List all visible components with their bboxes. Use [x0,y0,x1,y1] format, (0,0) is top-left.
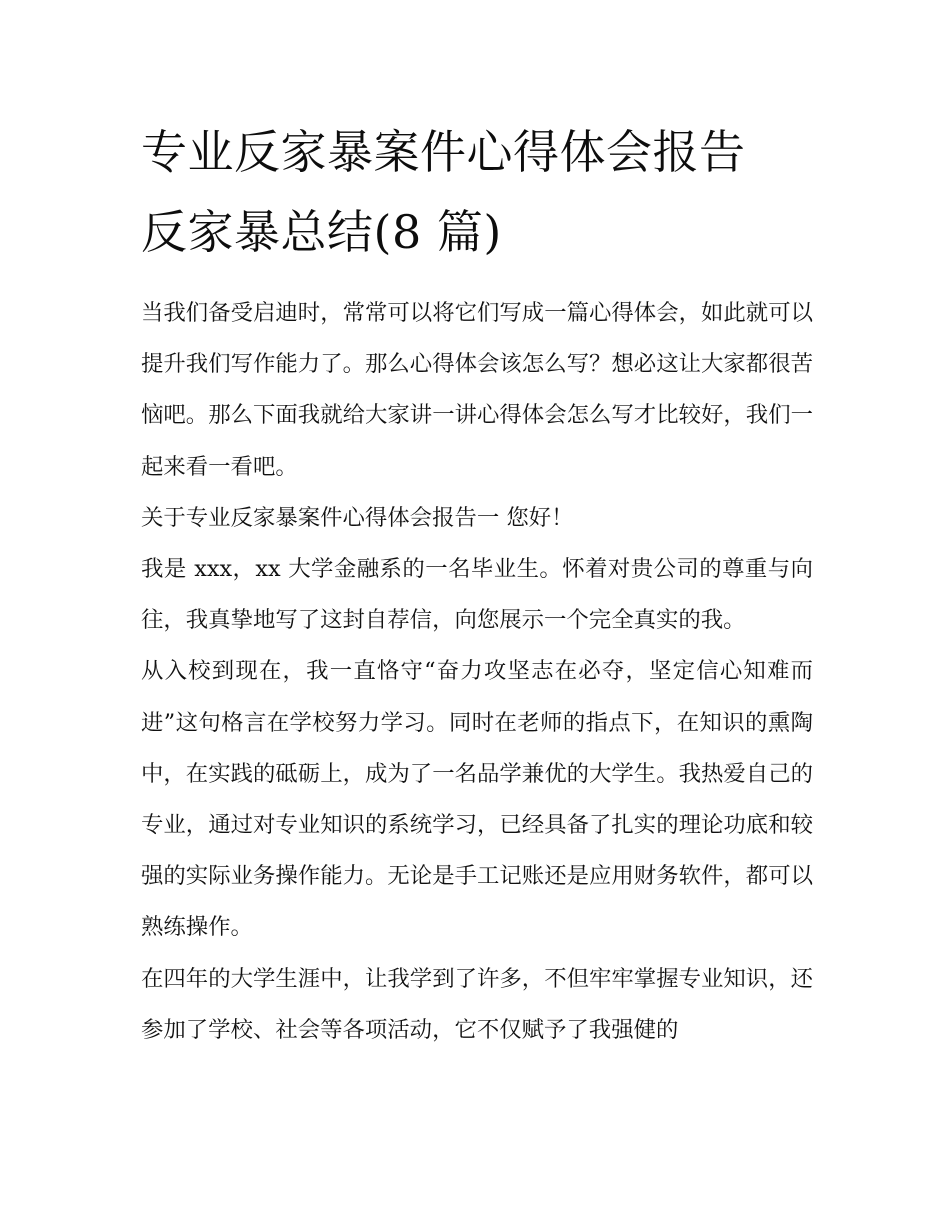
title-line-2: 反家暴总结(8 篇) [141,205,502,259]
paragraph-university-life: 在四年的大学生涯中，让我学到了许多，不但牢牢掌握专业知识，还参加了学校、社会等各项活动，它不仅赋予了我强健的 [141,965,813,1043]
document-title [141,112,813,272]
document-body [141,112,813,1056]
paragraph-self-intro: 我是 xxx，xx 大学金融系的一名毕业生。怀着对贵公司的尊重与向往，我真挚地写了这封自荐信，向您展示一个完全真实的我。 [141,556,813,634]
paragraph-intro: 当我们备受启迪时，常常可以将它们写成一篇心得体会，如此就可以提升我们写作能力了。那么心得体会该怎么写？想必这让大家都很苦恼吧。那么下面我就给大家讲一讲心得体会怎么写才比较好，我们一起来看一看吧。 [141,300,813,480]
paragraph-study-experience: 从入校到现在，我一直恪守“奋力攻坚志在必夺，坚定信心知难而进”这句格言在学校努力学习。同时在老师的指点下，在知识的熏陶中，在实践的砥砺上，成为了一名品学兼优的大学生。我热爱自己的专业，通过对专业知识的系统学习，已经具备了扎实的理论功底和较强的实际业务操作能力。无论是手工记账还是应用财务软件，都可以熟练操作。 [141,658,813,941]
paragraph-section-heading: 关于专业反家暴案件心得体会报告一 您好！ [141,504,574,531]
title-line-1: 专业反家暴案件心得体会报告 [141,125,746,179]
